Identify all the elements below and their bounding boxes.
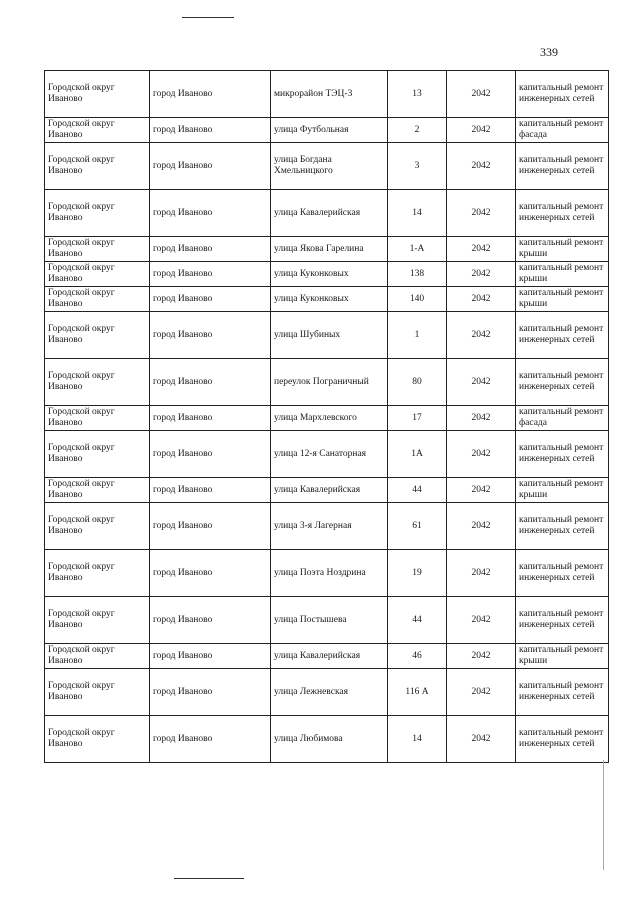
table-row — [45, 312, 609, 359]
table-row — [45, 190, 609, 237]
cell-year: 2042 — [447, 118, 516, 143]
table-row — [45, 550, 609, 597]
cell-street: улица Поэта Ноздрина — [271, 550, 388, 597]
cell-year: 2042 — [447, 431, 516, 478]
cell-work: капитальный ремонт инженерных сетей — [516, 716, 609, 763]
cell-work: капитальный ремонт инженерных сетей — [516, 190, 609, 237]
cell-house: 44 — [388, 478, 447, 503]
table-row — [45, 237, 609, 262]
cell-year: 2042 — [447, 190, 516, 237]
cell-city: город Иваново — [150, 71, 271, 118]
table-row — [45, 669, 609, 716]
cell-street: улица Куконковых — [271, 287, 388, 312]
cell-city: город Иваново — [150, 503, 271, 550]
cell-okrug: Городской округ Иваново — [45, 118, 150, 143]
cell-street: улица Футбольная — [271, 118, 388, 143]
cell-okrug: Городской округ Иваново — [45, 262, 150, 287]
table-row — [45, 359, 609, 406]
scan-edge-line — [603, 760, 604, 870]
cell-okrug: Городской округ Иваново — [45, 550, 150, 597]
cell-okrug: Городской округ Иваново — [45, 669, 150, 716]
table-row — [45, 406, 609, 431]
cell-street: улица Кавалерийская — [271, 190, 388, 237]
cell-year: 2042 — [447, 644, 516, 669]
cell-city: город Иваново — [150, 669, 271, 716]
cell-city: город Иваново — [150, 431, 271, 478]
cell-house: 44 — [388, 597, 447, 644]
cell-work: капитальный ремонт инженерных сетей — [516, 431, 609, 478]
cell-work: капитальный ремонт инженерных сетей — [516, 359, 609, 406]
cell-house: 14 — [388, 190, 447, 237]
cell-work: капитальный ремонт крыши — [516, 478, 609, 503]
cell-year: 2042 — [447, 143, 516, 190]
cell-city: город Иваново — [150, 143, 271, 190]
table-row — [45, 143, 609, 190]
cell-house: 3 — [388, 143, 447, 190]
cell-city: город Иваново — [150, 644, 271, 669]
cell-house: 138 — [388, 262, 447, 287]
cell-street: улица Любимова — [271, 716, 388, 763]
cell-house: 61 — [388, 503, 447, 550]
cell-city: город Иваново — [150, 597, 271, 644]
cell-okrug: Городской округ Иваново — [45, 406, 150, 431]
cell-house: 13 — [388, 71, 447, 118]
cell-okrug: Городской округ Иваново — [45, 644, 150, 669]
cell-year: 2042 — [447, 669, 516, 716]
table-row — [45, 262, 609, 287]
cell-street: улица 3-я Лагерная — [271, 503, 388, 550]
cell-street: улица 12-я Санаторная — [271, 431, 388, 478]
table-row — [45, 503, 609, 550]
cell-year: 2042 — [447, 359, 516, 406]
top-rule — [182, 17, 234, 18]
cell-okrug: Городской округ Иваново — [45, 431, 150, 478]
cell-street: улица Якова Гарелина — [271, 237, 388, 262]
cell-street: улица Лежневская — [271, 669, 388, 716]
cell-okrug: Городской округ Иваново — [45, 597, 150, 644]
cell-house: 1 — [388, 312, 447, 359]
cell-okrug: Городской округ Иваново — [45, 71, 150, 118]
cell-house: 1А — [388, 431, 447, 478]
cell-street: улица Куконковых — [271, 262, 388, 287]
cell-street: улица Шубиных — [271, 312, 388, 359]
table-row — [45, 597, 609, 644]
cell-year: 2042 — [447, 503, 516, 550]
cell-okrug: Городской округ Иваново — [45, 359, 150, 406]
cell-work: капитальный ремонт инженерных сетей — [516, 597, 609, 644]
table-row — [45, 644, 609, 669]
cell-street: улица Кавалерийская — [271, 478, 388, 503]
cell-city: город Иваново — [150, 237, 271, 262]
cell-okrug: Городской округ Иваново — [45, 312, 150, 359]
cell-work: капитальный ремонт инженерных сетей — [516, 71, 609, 118]
cell-year: 2042 — [447, 262, 516, 287]
cell-okrug: Городской округ Иваново — [45, 190, 150, 237]
cell-work: капитальный ремонт инженерных сетей — [516, 312, 609, 359]
page-number: 339 — [540, 45, 558, 59]
cell-city: город Иваново — [150, 190, 271, 237]
cell-year: 2042 — [447, 237, 516, 262]
cell-house: 19 — [388, 550, 447, 597]
cell-year: 2042 — [447, 597, 516, 644]
cell-year: 2042 — [447, 71, 516, 118]
cell-work: капитальный ремонт инженерных сетей — [516, 143, 609, 190]
cell-okrug: Городской округ Иваново — [45, 503, 150, 550]
cell-city: город Иваново — [150, 406, 271, 431]
cell-okrug: Городской округ Иваново — [45, 237, 150, 262]
cell-street: микрорайон ТЭЦ-3 — [271, 71, 388, 118]
cell-work: капитальный ремонт крыши — [516, 237, 609, 262]
cell-year: 2042 — [447, 287, 516, 312]
table-row — [45, 716, 609, 763]
table-row — [45, 478, 609, 503]
cell-house: 14 — [388, 716, 447, 763]
bottom-rule — [174, 878, 244, 879]
cell-city: город Иваново — [150, 550, 271, 597]
cell-street: переулок Пограничный — [271, 359, 388, 406]
table-row — [45, 287, 609, 312]
cell-work: капитальный ремонт инженерных сетей — [516, 503, 609, 550]
cell-street: улица Кавалерийская — [271, 644, 388, 669]
cell-okrug: Городской округ Иваново — [45, 716, 150, 763]
table-body — [45, 71, 609, 763]
table-row — [45, 71, 609, 118]
cell-house: 116 А — [388, 669, 447, 716]
cell-work: капитальный ремонт фасада — [516, 118, 609, 143]
cell-city: город Иваново — [150, 118, 271, 143]
cell-year: 2042 — [447, 312, 516, 359]
cell-city: город Иваново — [150, 287, 271, 312]
cell-city: город Иваново — [150, 312, 271, 359]
cell-street: улица Постышева — [271, 597, 388, 644]
cell-city: город Иваново — [150, 262, 271, 287]
repair-schedule-table — [44, 70, 609, 763]
cell-house: 2 — [388, 118, 447, 143]
cell-city: город Иваново — [150, 359, 271, 406]
cell-house: 1-А — [388, 237, 447, 262]
cell-street: улица Богдана Хмельницкого — [271, 143, 388, 190]
cell-okrug: Городской округ Иваново — [45, 287, 150, 312]
cell-year: 2042 — [447, 550, 516, 597]
cell-okrug: Городской округ Иваново — [45, 143, 150, 190]
cell-work: капитальный ремонт крыши — [516, 644, 609, 669]
table-row — [45, 118, 609, 143]
cell-house: 46 — [388, 644, 447, 669]
cell-okrug: Городской округ Иваново — [45, 478, 150, 503]
cell-work: капитальный ремонт крыши — [516, 262, 609, 287]
cell-house: 140 — [388, 287, 447, 312]
table-row — [45, 431, 609, 478]
cell-house: 17 — [388, 406, 447, 431]
cell-year: 2042 — [447, 406, 516, 431]
cell-city: город Иваново — [150, 478, 271, 503]
cell-work: капитальный ремонт инженерных сетей — [516, 550, 609, 597]
cell-year: 2042 — [447, 478, 516, 503]
cell-street: улица Мархлевского — [271, 406, 388, 431]
cell-work: капитальный ремонт фасада — [516, 406, 609, 431]
cell-city: город Иваново — [150, 716, 271, 763]
cell-work: капитальный ремонт крыши — [516, 287, 609, 312]
cell-work: капитальный ремонт инженерных сетей — [516, 669, 609, 716]
cell-house: 80 — [388, 359, 447, 406]
cell-year: 2042 — [447, 716, 516, 763]
